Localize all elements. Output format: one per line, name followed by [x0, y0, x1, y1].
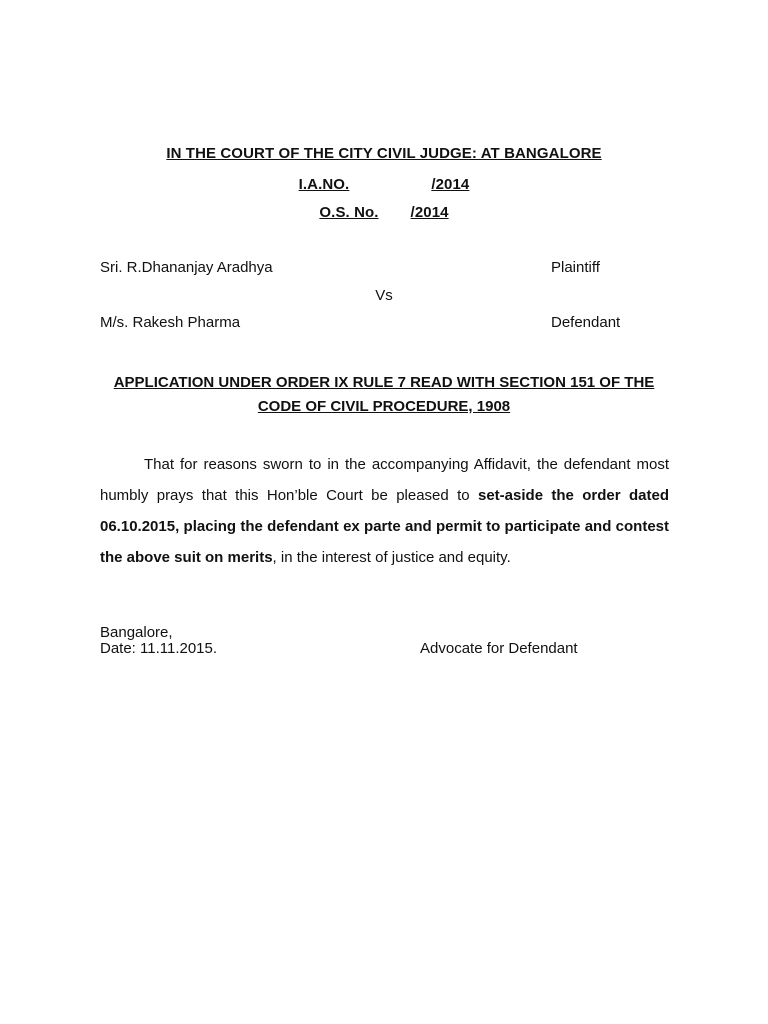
- versus-label: Vs: [375, 287, 393, 304]
- footer-place: Bangalore,: [100, 624, 173, 641]
- court-heading: IN THE COURT OF THE CITY CIVIL JUDGE: AT BANGALORE: [166, 145, 602, 162]
- prayer-text-part1: That for reasons sworn to in the accompanying Affidavit, the defendant most humbly prays that this Hon’ble Court be pleased to: [100, 456, 669, 504]
- footer-signatory: Advocate for Defendant: [420, 640, 578, 657]
- prayer-text-part2: , in the interest of justice and equity.: [272, 549, 511, 566]
- ia-number: [0, 176, 768, 193]
- defendant-name: M/s. Rakesh Pharma: [100, 314, 241, 331]
- application-title-line2: CODE OF CIVIL PROCEDURE, 1908: [257, 398, 511, 415]
- application-title-line1: APPLICATION UNDER ORDER IX RULE 7 READ WITH SECTION 151 OF THE: [113, 374, 655, 391]
- footer-date: Date: 11.11.2015.: [100, 640, 218, 657]
- prayer-text-relief: set-aside the order dated 06.10.2015, placing the defendant ex parte and permit to participate and contest the above suit on merits: [100, 487, 669, 566]
- prayer-paragraph: [100, 449, 669, 573]
- ia-number-prefix: I.A.NO.: [298, 176, 350, 193]
- os-number-suffix: /2014: [410, 204, 449, 221]
- os-number-prefix: O.S. No.: [319, 204, 379, 221]
- plaintiff-role: Plaintiff: [551, 259, 600, 276]
- os-number: [0, 204, 768, 221]
- ia-number-suffix: /2014: [431, 176, 470, 193]
- plaintiff-name: Sri. R.Dhananjay Aradhya: [100, 259, 273, 276]
- ia-number-blank: [349, 176, 431, 193]
- application-title: [90, 371, 678, 419]
- defendant-role: Defendant: [551, 314, 621, 331]
- os-number-blank: [379, 204, 411, 221]
